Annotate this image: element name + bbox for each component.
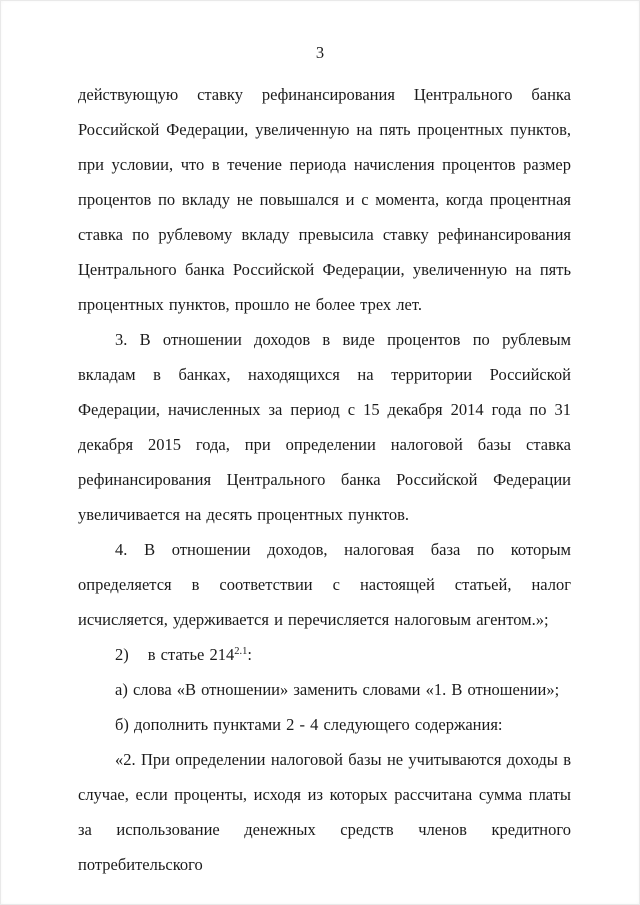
paragraph-subitem-a: а) слова «В отношении» заменить словами «1. В отношении»;	[115, 680, 560, 699]
subpoint-2-number: 2)	[115, 645, 129, 664]
paragraph-point-4: 4. В отношении доходов, налоговая база по которым определяется в соответствии с настоящей статьей, налог исчисляется, удерживается и перечисляется налоговым агентом.»;	[78, 540, 571, 629]
article-reference-text: в статье 214	[147, 645, 235, 664]
paragraph-continuation: действующую ставку рефинансирования Центрального банка Российской Федерации, увеличенную на пять процентных пунктов, при условии, что в течение периода начисления процентов размер процентов по вкладу не повышался и с момента, когда процентная ставка по рублевому вкладу превысила ставку рефинансирования Центрального банка Российской Федерации, увеличенную на пять процентных пунктов, прошло не более трех лет.	[78, 85, 571, 314]
paragraph-subitem-b: б) дополнить пунктами 2 - 4 следующего содержания:	[115, 715, 503, 734]
paragraph-article-214	[78, 637, 571, 672]
paragraph-point-2-quote: «2. При определении налоговой базы не учитываются доходы в случае, если проценты, исходя из которых рассчитана сумма платы за использование денежных средств членов кредитного потребительского	[78, 750, 571, 874]
page-number: 3	[315, 43, 325, 62]
article-reference-colon: :	[247, 645, 252, 664]
document-body	[78, 77, 571, 882]
paragraph-point-3: 3. В отношении доходов в виде процентов по рублевым вкладам в банках, находящихся на территории Российской Федерации, начисленных за период с 15 декабря 2014 года по 31 декабря 2015 года, при определении налоговой базы ставка рефинансирования Центрального банка Российской Федерации увеличивается на десять процентных пунктов.	[78, 330, 571, 524]
article-superscript: 2.1	[234, 646, 248, 657]
